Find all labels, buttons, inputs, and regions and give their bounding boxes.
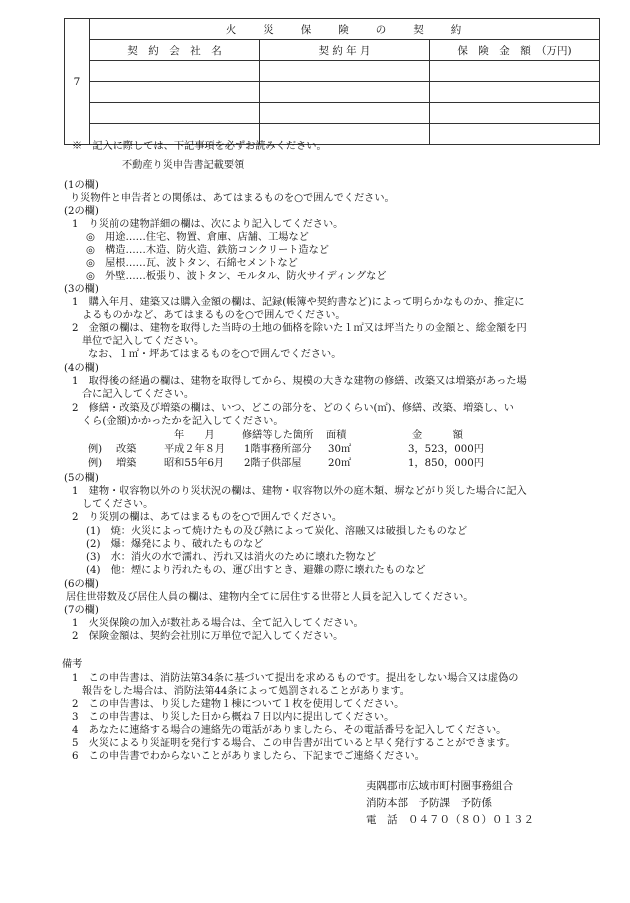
row-number: 7 (65, 19, 90, 145)
example-row-label: 例) (88, 444, 103, 455)
amount-cell[interactable] (430, 82, 600, 103)
company-cell[interactable] (90, 103, 260, 124)
insurance-table-title: 火 災 保 険 の 契 約 (90, 19, 600, 40)
example-row-type: 改築 (116, 444, 137, 455)
instruction-line: よるものかなど、あてはまるものを○で囲んでください。 (82, 310, 346, 321)
col-insured-amount: 保 険 金 額 （万円) (430, 40, 600, 61)
example-header-location: 修繕等した箇所 (242, 430, 314, 441)
instruction-line: 1 取得後の経過の欄は、建物を取得してから、規模の大きな建物の修繕、改築又は増築があった場 (72, 376, 527, 387)
instruction-line: ◎ 構造……木造、防火造、鉄筋コンクリート造など (86, 245, 329, 256)
instruction-line: 2 修繕・改築及び増築の欄は、いつ、どこの部分を、どのくらい(㎡)、修繕、改築、増築し、い (72, 403, 514, 414)
col-contract-date: 契 約 年 月 (260, 40, 430, 61)
col-company-name: 契 約 会 社 名 (90, 40, 260, 61)
instruction-line: (1) 焼：火災によって焼けたもの及び熱によって炭化、溶融又は破損したものなど (86, 526, 468, 537)
amount-cell[interactable] (430, 124, 600, 145)
remark-item: 4 あなたに連絡する場合の連絡先の電話がありましたら、その電話番号を記入してください。 (72, 725, 507, 736)
company-cell[interactable] (90, 82, 260, 103)
instruction-line: 合に記入してください。 (82, 389, 195, 400)
date-cell[interactable] (260, 103, 430, 124)
guide-title: 不動産り災申告書記載要領 (122, 160, 245, 171)
remark-item: 2 この申告書は、り災した建物１棟について１枚を使用してください。 (72, 699, 405, 710)
remark-item: 6 この申告書でわからないことがありましたら、下記までご連絡ください。 (72, 751, 425, 762)
section-heading: (4の欄) (64, 363, 99, 374)
date-cell[interactable] (260, 82, 430, 103)
example-row-type: 増築 (116, 458, 137, 469)
section-heading: (2の欄) (64, 206, 99, 217)
company-cell[interactable] (90, 61, 260, 82)
example-row-location: 2階子供部屋 (244, 458, 302, 469)
instruction-line: ◎ 用途……住宅、物置、倉庫、店舗、工場など (86, 232, 309, 243)
remark-item: 3 この申告書は、り災した日から概ね７日以内に提出してください。 (72, 712, 395, 723)
instruction-line: (2) 爆：爆発により、破れたものなど (86, 539, 264, 550)
instruction-line: (3) 水：消火の水で濡れ、汚れ又は消火のために壊れた物など (86, 552, 377, 563)
amount-cell[interactable] (430, 61, 600, 82)
example-row-date: 平成２年８月 (164, 444, 226, 455)
date-cell[interactable] (260, 61, 430, 82)
instruction-line: 1 購入年月、建築又は購入金額の欄は、記録(帳簿や契約書など)によって明らかなものか、推定に (72, 297, 525, 308)
instruction-line: ◎ 屋根……瓦、波トタン、石綿セメントなど (86, 258, 298, 269)
section-heading: (7の欄) (64, 605, 99, 616)
example-row-area: 30㎡ (328, 444, 352, 455)
remark-item: 5 火災によるり災証明を発行する場合、この申告書が出ていると早く発行することができます。 (72, 738, 516, 749)
instruction-line: ◎ 外壁……板張り、波トタン、モルタル、防火サイディングなど (86, 271, 387, 282)
section-heading: (5の欄) (64, 473, 99, 484)
section-heading: (3の欄) (64, 284, 99, 295)
instruction-line: くら(金額)かかったかを記入してください。 (82, 416, 284, 427)
notice-text: ※ 記入に際しては、下記事項を必ずお読みください。 (72, 141, 327, 152)
example-row-date: 昭和55年6月 (164, 458, 225, 469)
instruction-line: り災物件と申告者との関係は、あてはまるものを○で囲んでください。 (70, 193, 395, 204)
instruction-line: 単位で記入してください。 (82, 336, 205, 347)
remark-item: 報告をした場合は、消防法第44条によって処罰されることがあります。 (82, 686, 410, 697)
instruction-line: 1 建物・収容物以外のり災状況の欄は、建物・収容物以外の庭木類、塀などがり災した場合に記入 (72, 486, 527, 497)
insurance-contract-table (64, 18, 600, 145)
instruction-line: 居住世帯数及び居住人員の欄は、建物内全てに居住する世帯と人員を記入してください。 (66, 592, 474, 603)
instruction-line: 2 金額の欄は、建物を取得した当時の土地の価格を除いた１㎡又は坪当たりの金額と、総金額を円 (72, 323, 527, 334)
example-row-amount: 3，523，000円 (408, 444, 484, 455)
instruction-line: 1 り災前の建物詳細の欄は、次により記入してください。 (72, 219, 344, 230)
amount-cell[interactable] (430, 103, 600, 124)
remark-item: 1 この申告書は、消防法第34条に基づいて提出を求めるものです。提出をしない場合又は虚偽の (72, 673, 519, 684)
phone-number: 電 話 ０４７０（８０）０１３２ (366, 814, 534, 826)
section-heading: (6の欄) (64, 579, 99, 590)
example-header-amount: 金 額 (412, 430, 463, 441)
example-row-amount: 1，850，000円 (408, 458, 484, 469)
instruction-line: 1 火災保険の加入が数社ある場合は、全て記入してください。 (72, 618, 364, 629)
example-row-area: 20㎡ (328, 458, 352, 469)
instruction-line: なお、１㎡・坪あてはまるものを○で囲んでください。 (88, 349, 342, 360)
example-row-location: 1階事務所部分 (244, 444, 312, 455)
instruction-line: (4) 他：煙により汚れたもの、運び出すとき、避難の際に壊れたものなど (86, 565, 426, 576)
department-name: 消防本部 予防課 予防係 (366, 797, 492, 809)
organization-name: 夷隅郡市広域市町村圏事務組合 (366, 780, 513, 792)
instruction-line: してください。 (82, 499, 154, 510)
section-heading: (1の欄) (64, 180, 99, 191)
example-header-area: 面積 (326, 430, 347, 441)
example-header-date: 年 月 (174, 430, 215, 441)
instruction-line: 2 り災別の欄は、あてはまるものを○で囲んでください。 (72, 512, 343, 523)
remarks-heading: 備考 (62, 659, 83, 670)
example-row-label: 例) (88, 458, 103, 469)
instruction-line: 2 保険金額は、契約会社別に万単位で記入してください。 (72, 631, 344, 642)
